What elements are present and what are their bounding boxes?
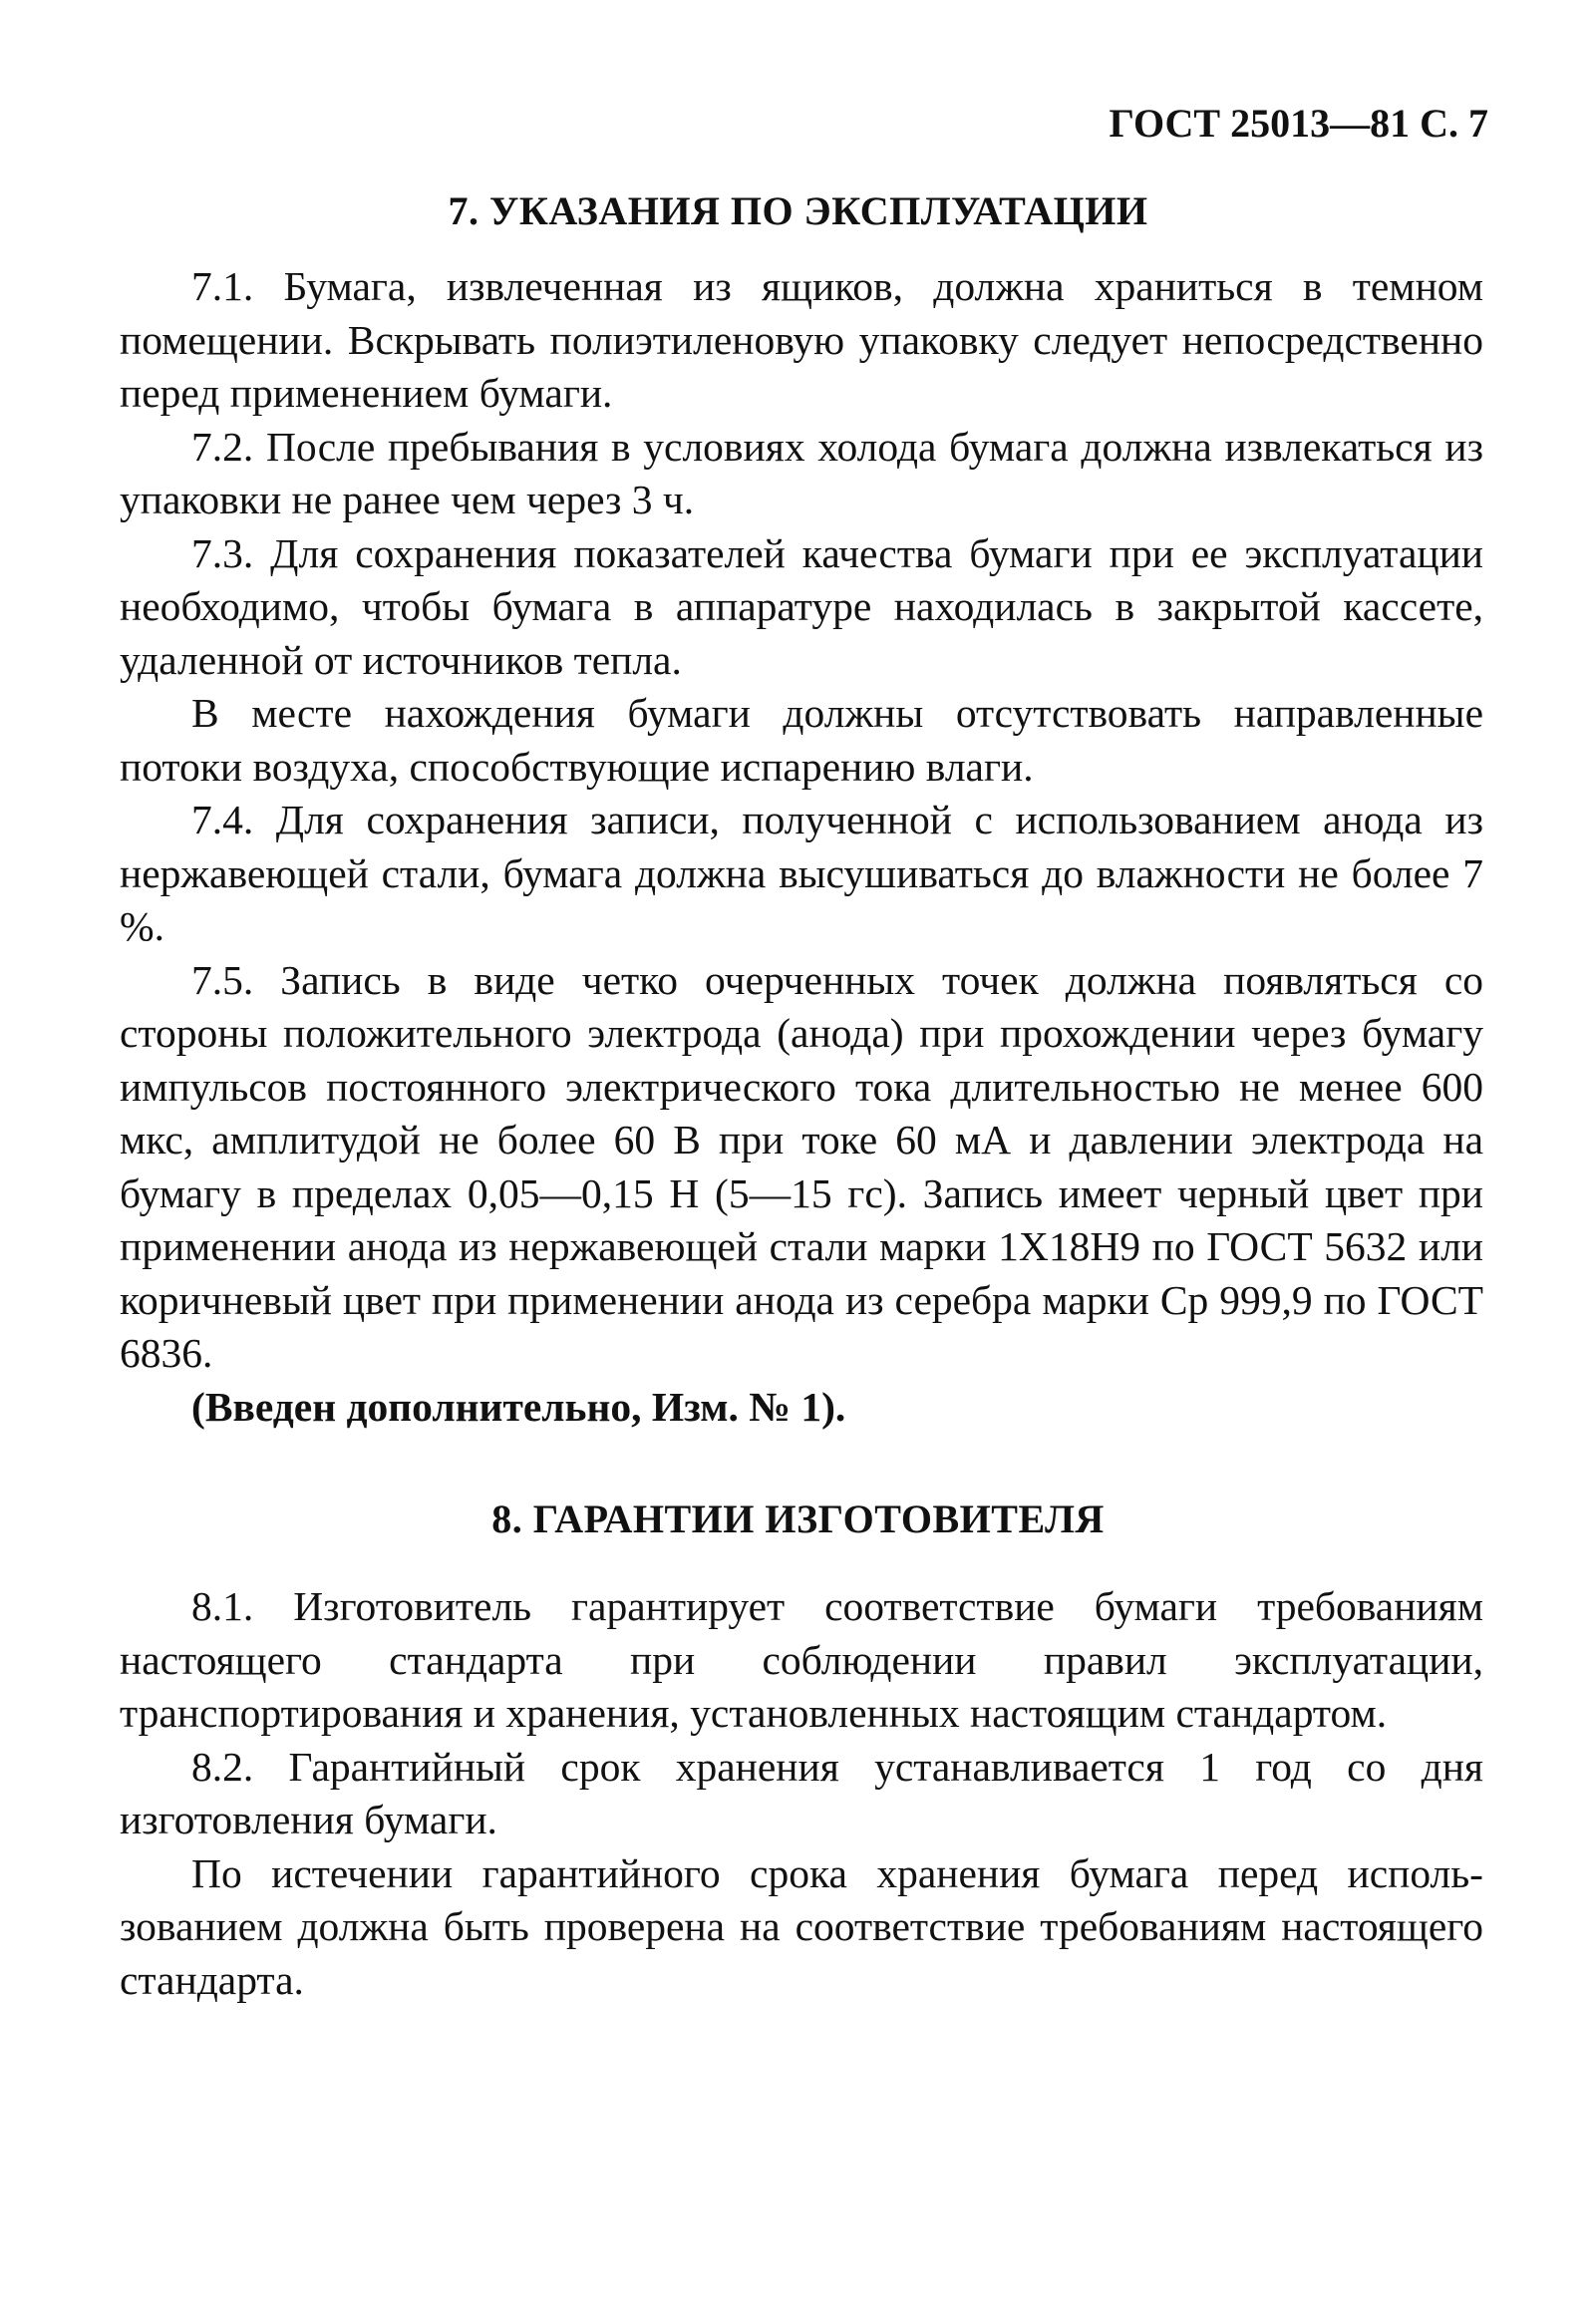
amendment-note: (Введен дополнительно, Изм. № 1). [191,1383,846,1430]
paragraph-8-2-continuation: По истечении гарантийного срока хранения бумага перед использованием должна быть проверена на соответствие требованиям настоящего стандарта. [120,1849,1483,2003]
paragraph-7-3-continuation: В месте нахождения бумаги должны отсутствовать направленные потоки воздуха, способствующие испарению влаги. [120,690,1483,790]
section-8-body [120,1580,1483,2007]
paragraph-7-5: 7.5. Запись в виде четко очерченных точек должна появляться со стороны положительного электрода (анода) при прохождении через бумагу импульсов постоянного электрического тока длительностью не менее 600 мкс, амплитудой не более 60 В при токе 60 мА и давлении электрода на бумагу в пределах 0,05—0,15 Н (5—15 гс). Запись имеет черный цвет при применении анода из нержавеющей стали марки 1Х18Н9 по ГОСТ 5632 или коричневый цвет при применении анода из серебра марки Ср 999,9 по ГОСТ 6836. [120,956,1483,1376]
section-7-body [120,260,1483,1434]
section-8-title: 8. ГАРАНТИИ ИЗГОТОВИТЕЛЯ [491,1496,1105,1541]
paragraph-8-2: 8.2. Гарантийный срок хранения устанавливается 1 год со дня изготовления бумаги. [120,1743,1483,1842]
paragraph-7-3: 7.3. Для сохранения показателей качества бумаги при ее эксплуатации необходимо, чтобы бумага в аппаратуре находилась в закрытой кассете, удаленной от источников тепла. [120,529,1483,683]
paragraph-7-4: 7.4. Для сохранения записи, полученной с использованием анода из нержавеющей стали, бумага должна высушиваться до влажности не более 7 %. [120,797,1483,949]
running-head: ГОСТ 25013—81 С. 7 [1109,101,1488,146]
paragraph-8-1: 8.1. Изготовитель гарантирует соответствие бумаги требованиям настоящего стандарта при соблюдении правил эксплуатации, транспортирования и хранения, установленных настоящим стандартом. [120,1583,1483,1736]
paragraph-7-1: 7.1. Бумага, извлеченная из ящиков, должна храниться в темном помещении. Вскрывать полиэтиленовую упаковку следует непосредственно перед применением бумаги. [120,263,1483,416]
paragraph-7-2: 7.2. После пребывания в условиях холода бумага должна извлекаться из упаковки не ранее чем через 3 ч. [120,423,1483,522]
section-7-title: 7. УКАЗАНИЯ ПО ЭКСПЛУАТАЦИИ [448,188,1148,233]
